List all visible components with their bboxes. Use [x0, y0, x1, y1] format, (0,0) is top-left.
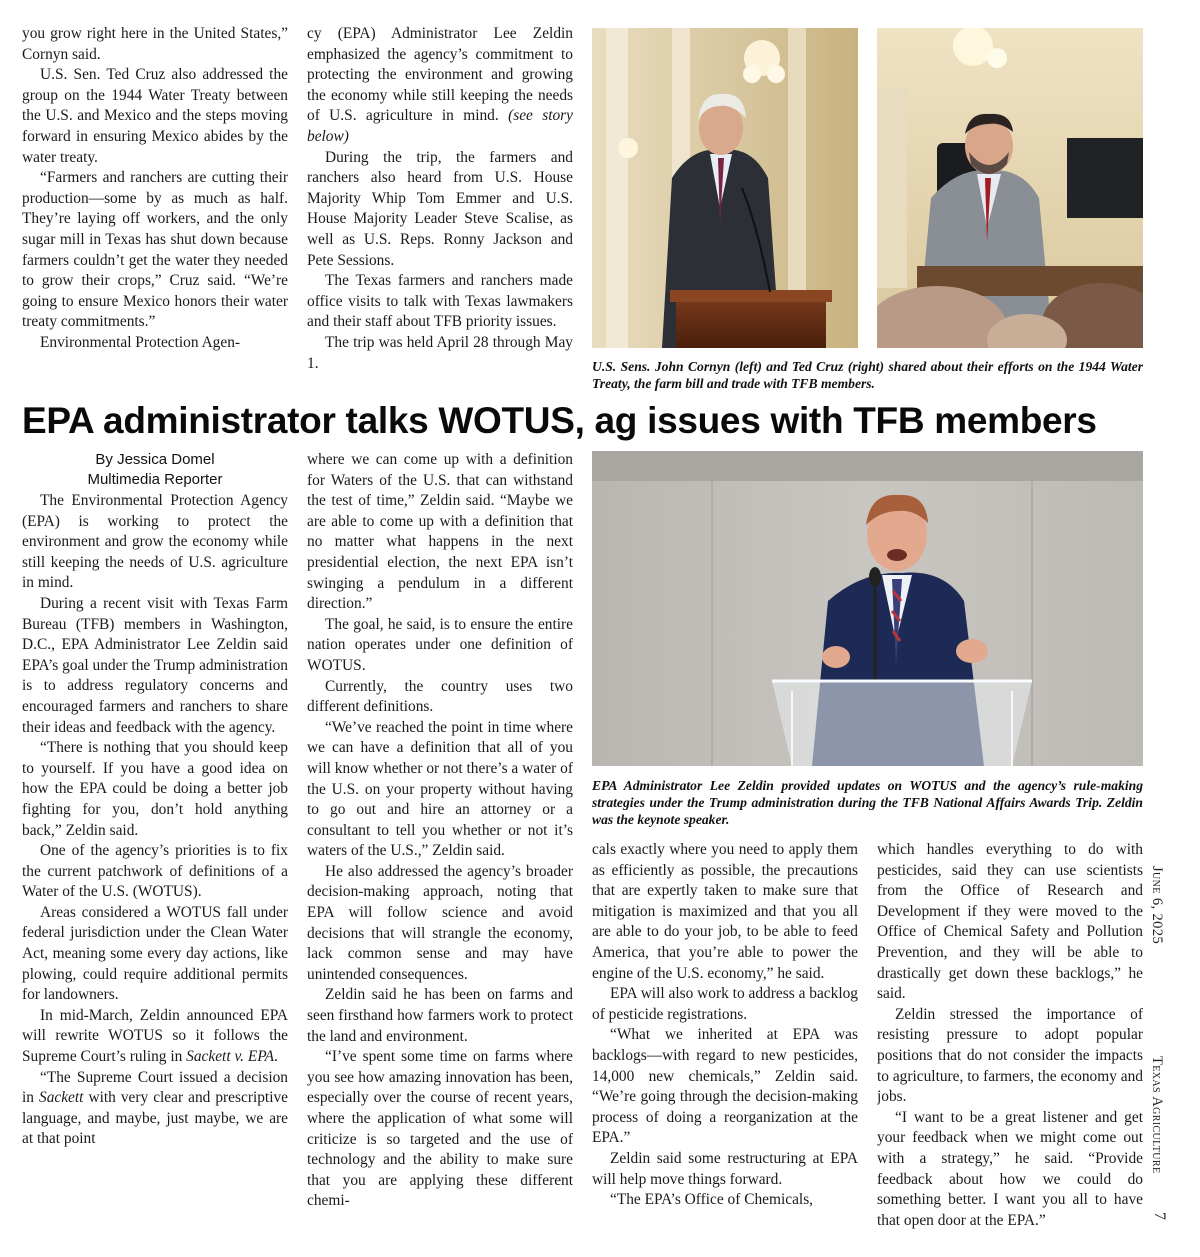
- paragraph: He also addressed the agency’s broader decision-making approach, noting that EPA will follow science and avoid decisions that will strangle the economy, lack common sense and may have unintended consequences.: [307, 862, 573, 983]
- main-article-column-3: [592, 840, 858, 1240]
- paragraph: U.S. Sen. Ted Cruz also addressed the group on the 1944 Water Treaty between the U.S. and Mexico and the steps moving forward in ensuring Mexico abides by the water treaty.: [22, 66, 288, 166]
- folio-date: June 6, 2025: [1149, 866, 1165, 945]
- paragraph: In mid-March, Zeldin announced EPA will rewrite WOTUS so it follows the Supreme Court’s ruling in Sackett v. EPA.: [22, 1006, 288, 1066]
- article-headline: EPA administrator talks WOTUS, ag issues with TFB members: [22, 400, 1097, 441]
- top-article-column-2: [307, 24, 573, 396]
- paragraph: Zeldin stressed the importance of resisting pressure to adopt popular positions that do not consider the impacts to agriculture, to farmers, the economy and jobs.: [877, 1005, 1143, 1106]
- photo-senator-cornyn: [592, 28, 858, 348]
- paragraph: Zeldin said he has been on farms and seen firsthand how farmers work to protect the land and environment.: [307, 986, 573, 1045]
- photo-caption-zeldin: EPA Administrator Lee Zeldin provided updates on WOTUS and the agency’s rule-making strategies under the Trump administration during the TFB National Affairs Awards Trip. Zeldin was the keynote speaker.: [592, 778, 1143, 827]
- paragraph: cals exactly where you need to apply them as efficiently as possible, the precautions that are expertly taken to make sure that mitigation is maximized and that you all are able to do your job, to be able to feed America, that you’re able to power the engine of the U.S. economy,” he said.: [592, 841, 858, 982]
- paragraph: you grow right here in the United States,” Cornyn said.: [22, 25, 288, 63]
- paragraph: Areas considered a WOTUS fall under federal jurisdiction under the Clean Water Act, meaning some every day actions, like plowing, could require additional permits for landowners.: [22, 903, 288, 1004]
- top-article-column-1: [22, 24, 288, 396]
- page-number: 7: [1151, 1212, 1168, 1221]
- photo-administrator-zeldin: [592, 451, 1143, 766]
- photo-caption-senators: U.S. Sens. John Cornyn (left) and Ted Cruz (right) shared about their efforts on the 1944 Water Treaty, the farm bill and trade with TFB members.: [592, 359, 1143, 391]
- byline-title: Multimedia Reporter: [87, 471, 223, 488]
- byline-name: By Jessica Domel: [95, 451, 215, 468]
- paragraph: “There is nothing that you should keep to yourself. If you have a good idea on how the EPA could be doing a better job fighting for you, don’t hold anything back,” Zeldin said.: [22, 739, 288, 839]
- paragraph: During the trip, the farmers and ranchers also heard from U.S. House Majority Whip Tom Emmer and U.S. House Majority Leader Steve Scalise, as well as U.S. Reps. Ronny Jackson and Pete Sessions.: [307, 148, 573, 269]
- paragraph: The Texas farmers and ranchers made office visits to talk with Texas lawmakers and their staff about TFB priority issues.: [307, 272, 573, 331]
- paragraph: During a recent visit with Texas Farm Bureau (TFB) members in Washington, D.C., EPA Administrator Lee Zeldin said EPA’s goal under the Trump administration is to address regulatory concerns and encouraged farmers and ranchers to share their ideas and feedback with the agency.: [22, 594, 288, 736]
- main-article-column-1: [22, 450, 288, 1240]
- folio-publication: Texas Agriculture: [1149, 1056, 1165, 1174]
- paragraph: The Environmental Protection Agency (EPA) is working to protect the environment and grow the economy while still keeping the needs of U.S. agriculture in mind.: [22, 492, 288, 592]
- paragraph: The trip was held April 28 through May 1.: [307, 333, 573, 372]
- paragraph: One of the agency’s priorities is to fix the current patchwork of definitions of a Water of the U.S. (WOTUS).: [22, 842, 288, 901]
- paragraph: Zeldin said some restructuring at EPA will help move things forward.: [592, 1149, 858, 1188]
- paragraph: “The Supreme Court issued a decision in Sackett with very clear and prescriptive language, and maybe, just maybe, we are at that point: [22, 1068, 288, 1148]
- paragraph: “I’ve spent some time on farms where you see how amazing innovation has been, especially over the course of recent years, where the application of what some will criticize is so targeted and the use of technology and the ability to make sure that you are applying these different chemi-: [307, 1048, 573, 1210]
- paragraph: where we can come up with a definition for Waters of the U.S. that can withstand the test of time,” Zeldin said. “Maybe we are able to come up with a definition that no matter what happens in the next presidential election, the next EPA isn’t swinging a pendulum in a different direction.”: [307, 451, 573, 613]
- photo-senator-cruz: [877, 28, 1143, 348]
- paragraph: “What we inherited at EPA was backlogs—with regard to new pesticides, 14,000 new chemicals,” Zeldin said. “We’re going through the decision-making process of doing a reorganization at the EPA.”: [592, 1026, 858, 1147]
- paragraph: “Farmers and ranchers are cutting their production—some by as much as half. They’re laying off workers, and the only sugar mill in Texas has shut down because farmers couldn’t get the water they needed to grow their crops,” Cruz said. “We’re going to ensure Mexico honors their water treaty commitments.”: [22, 169, 288, 331]
- main-article-column-2: [307, 450, 573, 1240]
- paragraph: The goal, he said, is to ensure the entire nation operates under one definition of WOTUS.: [307, 615, 573, 674]
- paragraph: which handles everything to do with pesticides, said they can use scientists from the Office of Research and Development if they were moved to the Office of Chemical Safety and Pollution Prevention, and they will be able to drastically get down these backlogs,” he said.: [877, 841, 1143, 1003]
- paragraph: “The EPA’s Office of Chemicals,: [610, 1191, 814, 1209]
- paragraph: Environmental Protection Agen-: [40, 333, 241, 351]
- paragraph: cy (EPA) Administrator Lee Zeldin emphasized the agency’s commitment to protecting the environment and growing the economy while still keeping the needs of U.S. agriculture in mind. (see story below): [307, 25, 573, 145]
- paragraph: Currently, the country uses two different definitions.: [307, 677, 573, 716]
- paragraph: “We’ve reached the point in time where we can have a definition that all of you will know whether or not there’s a water of the U.S. on your property without having to go out and hire an attorney or a consultant to tell you whether or not it’s waters of the U.S.,” Zeldin said.: [307, 718, 573, 860]
- main-article-column-4: [877, 840, 1143, 1240]
- paragraph: “I want to be a great listener and get your feedback when we might come out with a strategy,” he said. “Provide feedback about how we could do something better. I want you all to have that open door at the EPA.”: [877, 1108, 1143, 1229]
- paragraph: EPA will also work to address a backlog of pesticide registrations.: [592, 985, 858, 1023]
